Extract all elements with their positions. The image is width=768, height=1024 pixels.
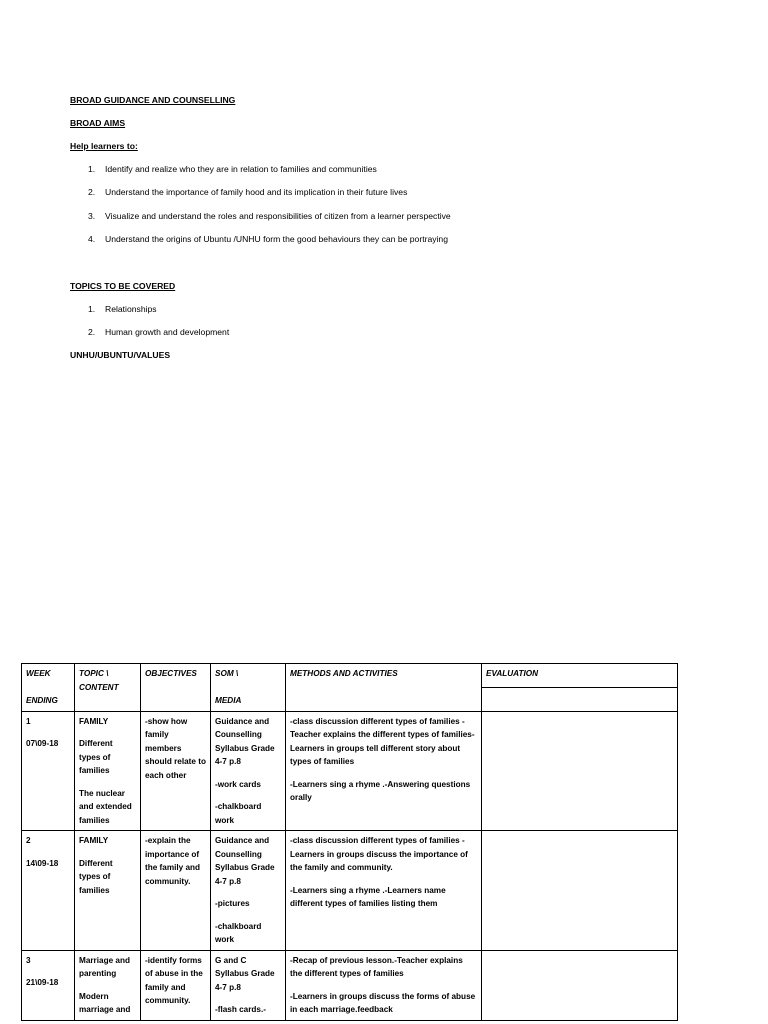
aim-item [88,164,377,174]
header-topic-label: TOPIC \ [79,669,109,678]
method-text: -class discussion different types of families -Teacher explains the different types of families-Learners in groups tell different story about types of families [290,716,475,766]
header-som-media [211,664,286,712]
help-heading: Help learners to: [70,141,138,151]
methods-cell [286,950,482,1020]
week-date: 14\09-18 [26,858,59,868]
aim-item [88,211,451,221]
topic-subtitle: Modern marriage and [79,991,131,1014]
aim-number: 1. [88,164,96,174]
objectives-cell [141,950,211,1020]
table-row [22,950,678,1020]
topic-number: 1. [88,304,96,314]
objective-text: -explain the importance of the family and community. [145,836,201,886]
som-text: -work cards [215,779,261,789]
topic-title: FAMILY [79,716,109,726]
document-title: BROAD GUIDANCE AND COUNSELLING [70,95,236,105]
som-text: Guidance and Counselling Syllabus Grade 4-7 p.8 [215,836,275,886]
aim-item [88,234,448,244]
header-media-label: MEDIA [215,696,242,705]
som-text: -flash cards.- [215,1005,266,1014]
week-date: 07\09-18 [26,739,59,748]
topic-subtitle: Different types of families [79,858,113,895]
aim-text: Identify and realize who they are in relation to families and communities [105,164,377,174]
som-text: G and C Syllabus Grade 4-7 p.8 [215,955,275,992]
topic-detail: The nuclear and extended families [79,788,132,825]
week-number: 2 [26,836,31,845]
evaluation-subcell [482,688,678,711]
aim-text: Understand the origins of Ubuntu /UNHU form the good behaviours they can be portraying [105,234,448,244]
evaluation-cell [482,950,678,1020]
header-ending-label: ENDING [26,696,58,705]
method-text: -Learners sing a rhyme .-Learners name different types of families listing them [290,885,446,908]
scheme-table [21,663,678,1021]
som-cell [211,711,286,831]
som-text: -chalkboard work [215,802,262,825]
header-week-ending [22,664,75,712]
topic-cell [75,711,141,831]
aim-number: 2. [88,187,96,197]
evaluation-cell [482,711,678,831]
method-text: -Recap of previous lesson.-Teacher explains the different types of families [290,955,463,978]
week-cell [22,831,75,951]
methods-cell [286,711,482,831]
table-row [22,831,678,951]
aim-text: Visualize and understand the roles and responsibilities of citizen from a learner perspective [105,211,451,221]
som-text: -chalkboard work [215,921,262,944]
methods-cell [286,831,482,951]
som-text: Guidance and Counselling Syllabus Grade 4-7 p.8 [215,716,275,766]
objective-text: -identify forms of abuse in the family and community. [145,955,203,1005]
topic-number: 2. [88,327,96,337]
som-text: -pictures [215,899,250,908]
method-text: -Learners sing a rhyme .-Answering questions orally [290,779,471,802]
topic-item [88,327,229,337]
method-text: -class discussion different types of families -Learners in groups discuss the importance of the family and community. [290,836,468,872]
topics-heading: TOPICS TO BE COVERED [70,281,176,291]
topic-cell [75,950,141,1020]
topic-cell [75,831,141,951]
week-number: 3 [26,955,31,965]
topic-text: Relationships [105,304,157,314]
som-cell [211,831,286,951]
aims-heading: BROAD AIMS [70,118,126,128]
header-topic-content [75,664,141,712]
topic-subtitle: Different types of families [79,739,113,775]
objectives-cell [141,711,211,831]
topic-text: Human growth and development [105,327,230,337]
week-date: 21\09-18 [26,978,59,987]
table-row [22,711,678,831]
topic-title: FAMILY [79,836,109,845]
header-week-label: WEEK [26,669,51,678]
week-cell [22,711,75,831]
header-content-label: CONTENT [79,682,119,692]
aim-number: 4. [88,234,96,244]
week-number: 1 [26,716,31,726]
table-header-row [22,664,678,688]
header-objectives: OBJECTIVES [141,664,211,712]
objectives-cell [141,831,211,951]
som-cell [211,950,286,1020]
header-methods: METHODS AND ACTIVITIES [286,664,482,712]
aim-item [88,187,407,197]
evaluation-cell [482,831,678,951]
aim-text: Understand the importance of family hood and its implication in their future lives [105,187,408,197]
topic-title: Marriage and parenting [79,955,130,978]
header-som-label: SOM \ [215,669,239,678]
topic-item [88,304,157,314]
values-line: UNHU/UBUNTU/VALUES [70,350,171,360]
aim-number: 3. [88,211,96,221]
week-cell [22,950,75,1020]
method-text: -Learners in groups discuss the forms of abuse in each marriage.feedback [290,991,476,1014]
objective-text: -show how family members should relate to each other [145,716,206,780]
header-evaluation: EVALUATION [482,664,678,688]
